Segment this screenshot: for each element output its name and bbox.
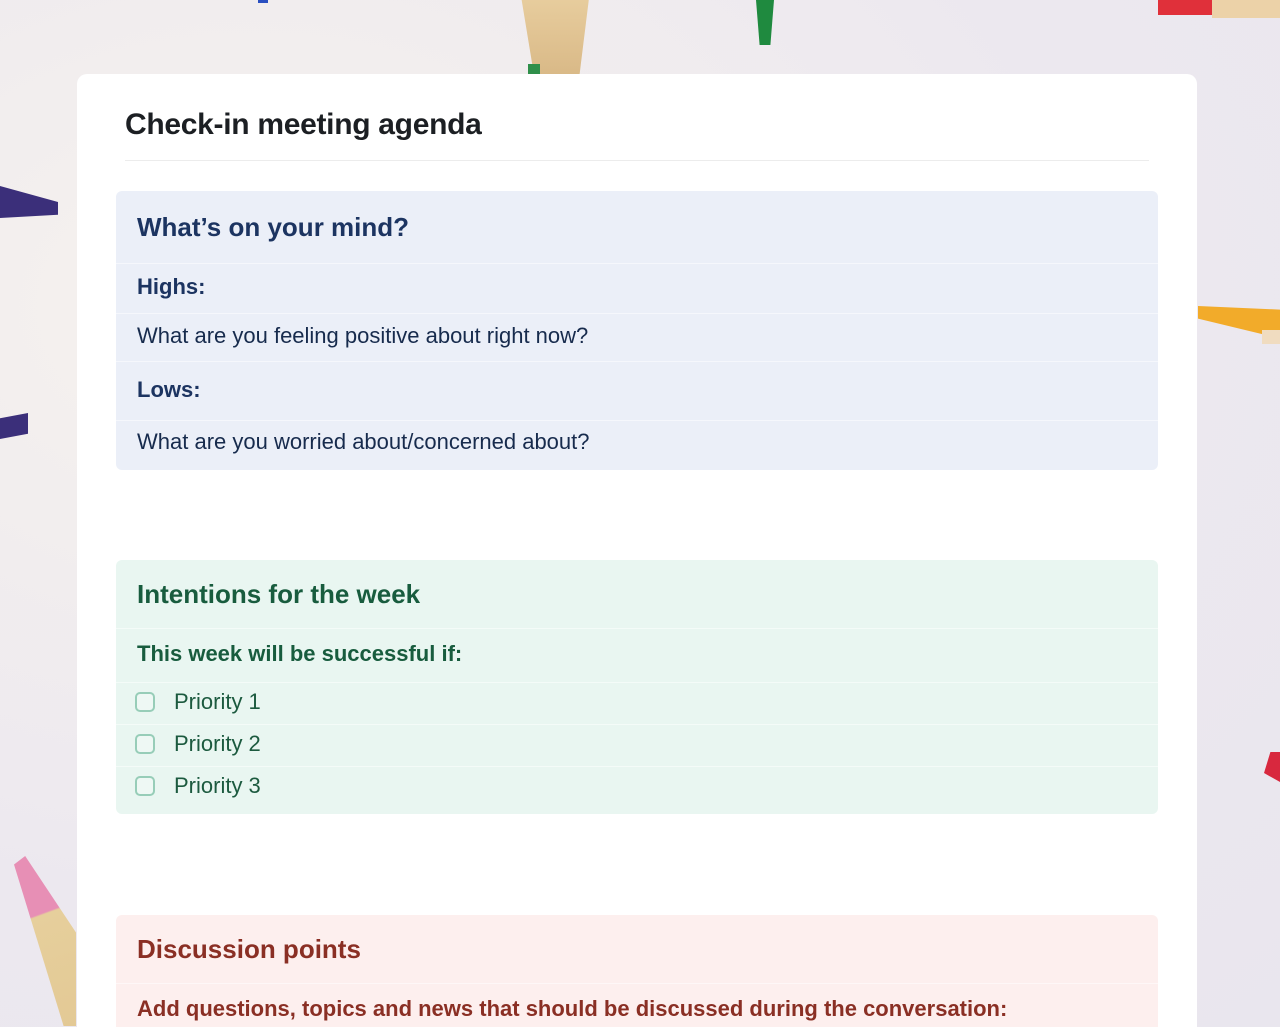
pencil-decoration	[14, 856, 76, 1026]
success-criteria-row[interactable]	[116, 626, 1158, 680]
pencil-decoration	[756, 0, 774, 45]
pencil-decoration	[528, 64, 540, 74]
checkbox[interactable]	[135, 776, 155, 796]
discussion-prompt: Add questions, topics and news that should be discussed during the conversation:	[137, 996, 1008, 1021]
section-heading-row	[116, 560, 1158, 626]
pencil-decoration	[0, 413, 28, 439]
section-heading: What’s on your mind?	[137, 211, 410, 242]
checklist-item[interactable]	[116, 722, 1158, 764]
lows-row[interactable]	[116, 359, 1158, 418]
checklist-item-label: Priority 2	[174, 731, 261, 756]
agenda-page	[77, 74, 1197, 1027]
pencil-decoration	[1262, 330, 1280, 344]
section-intentions	[116, 560, 1158, 814]
checklist-item-label: Priority 3	[174, 773, 261, 798]
checkbox[interactable]	[135, 734, 155, 754]
success-criteria-label: This week will be successful if:	[137, 641, 463, 666]
pencil-decoration	[1158, 0, 1216, 15]
highs-row[interactable]	[116, 261, 1158, 311]
section-heading: Discussion points	[137, 933, 361, 964]
lows-prompt-row[interactable]	[116, 418, 1158, 464]
highs-label: Highs:	[137, 274, 206, 299]
pencil-decoration	[0, 186, 58, 218]
section-discussion-points	[116, 915, 1158, 1027]
highs-prompt: What are you feeling positive about right now?	[137, 323, 589, 348]
lows-label: Lows:	[137, 376, 201, 402]
checkbox[interactable]	[135, 692, 155, 712]
section-whats-on-your-mind	[116, 191, 1158, 470]
checklist-item-label: Priority 1	[174, 689, 261, 714]
section-heading: Intentions for the week	[137, 578, 421, 609]
section-heading-row	[116, 191, 1158, 261]
pencil-decoration	[258, 0, 268, 3]
checklist-item[interactable]	[116, 680, 1158, 722]
section-heading-row	[116, 915, 1158, 981]
title-divider	[125, 160, 1149, 161]
pencil-decoration	[1212, 0, 1280, 18]
pencil-decoration	[1264, 752, 1280, 782]
lows-prompt: What are you worried about/concerned about?	[137, 429, 590, 454]
highs-prompt-row[interactable]	[116, 311, 1158, 359]
discussion-prompt-row[interactable]	[116, 981, 1158, 1027]
page-title: Check-in meeting agenda	[125, 108, 482, 141]
checklist-item[interactable]	[116, 764, 1158, 806]
